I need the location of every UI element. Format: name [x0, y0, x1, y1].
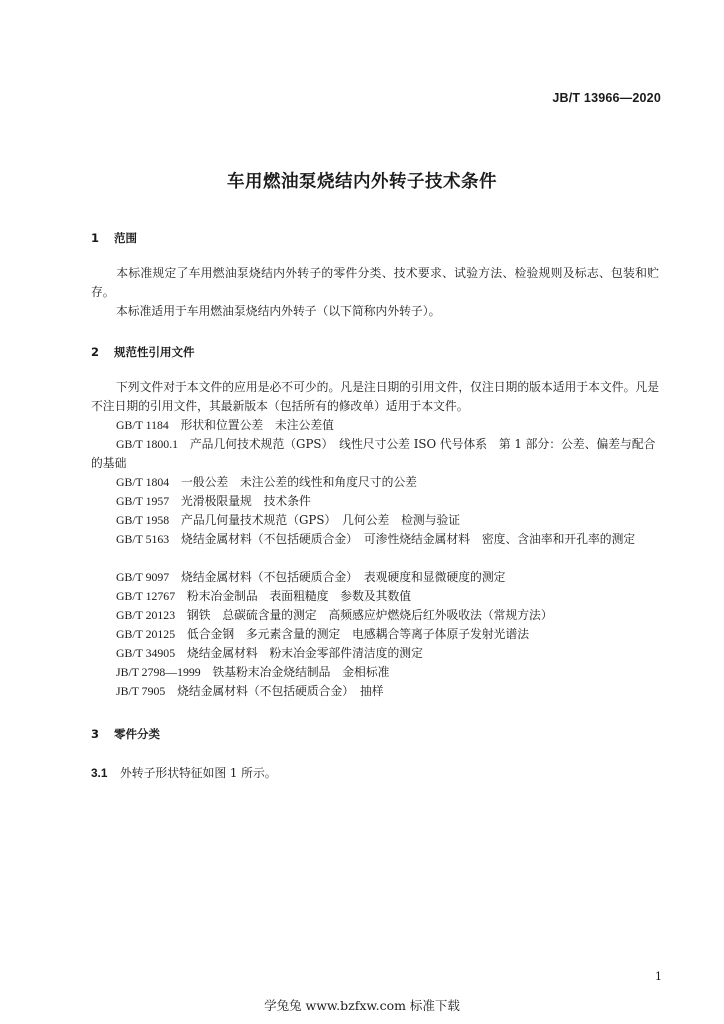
document-title: 车用燃油泵烧结内外转子技术条件	[227, 172, 497, 192]
section-number: 2	[91, 345, 100, 359]
reference-item	[91, 530, 663, 549]
reference-title: 产品几何量技术规范（GPS） 几何公差 检测与验证	[181, 513, 461, 527]
reference-code: GB/T 20123	[116, 608, 176, 622]
clause-number: 3.1	[91, 766, 108, 780]
section-number: 3	[91, 727, 100, 741]
reference-code: GB/T 1957	[116, 494, 170, 508]
reference-item	[91, 416, 663, 435]
reference-item	[91, 492, 663, 511]
footer-watermark: 学兔兔 www.bzfxw.com 标准下载	[264, 998, 460, 1013]
reference-title: 钢铁 总碳硫含量的测定 高频感应炉燃烧后红外吸收法（常规方法）	[186, 608, 553, 622]
section-2-heading	[91, 344, 195, 360]
reference-code: GB/T 1800.1	[116, 437, 179, 451]
section-1-heading	[91, 230, 137, 246]
reference-code: GB/T 1804	[116, 475, 170, 489]
reference-code: GB/T 12767	[116, 589, 176, 603]
reference-item	[91, 473, 663, 492]
scope-paragraph-1: 本标准规定了车用燃油泵烧结内外转子的零件分类、技术要求、试验方法、检验规则及标志、包装和贮存。	[91, 266, 659, 299]
clause-text: 外转子形状特征如图 1 所示。	[120, 766, 277, 780]
reference-title: 烧结金属材料 粉末冶金零部件清洁度的测定	[186, 646, 423, 660]
section-title: 规范性引用文件	[114, 345, 195, 359]
reference-item	[91, 682, 663, 701]
reference-title: 粉末冶金制品 表面粗糙度 参数及其数值	[186, 589, 412, 603]
section-title: 零件分类	[114, 727, 160, 741]
reference-code: JB/T 2798—1999	[116, 665, 201, 679]
section-number: 1	[91, 231, 100, 245]
reference-item	[91, 663, 663, 682]
reference-code: GB/T 5163	[116, 532, 170, 546]
section-title: 范围	[114, 231, 137, 245]
reference-item	[91, 625, 663, 644]
standard-code: JB/T 13966—2020	[552, 91, 661, 105]
reference-title: 光滑极限量规 技术条件	[181, 494, 311, 508]
reference-code: JB/T 7905	[116, 684, 166, 698]
reference-item	[91, 606, 663, 625]
reference-title: 烧结金属材料（不包括硬质合金） 抽样	[177, 684, 384, 698]
reference-title: 产品几何技术规范（GPS） 线性尺寸公差 ISO 代号体系 第 1 部分：公差、偏差与配合的基础	[91, 437, 656, 470]
reference-code: GB/T 1958	[116, 513, 170, 527]
reference-code: GB/T 9097	[116, 570, 170, 584]
reference-title: 低合金钢 多元素含量的测定 电感耦合等离子体原子发射光谱法	[186, 627, 530, 641]
reference-title: 烧结金属材料（不包括硬质合金） 表观硬度和显微硬度的测定	[181, 570, 506, 584]
page-number: 1	[655, 970, 662, 983]
normative-intro-paragraph: 下列文件对于本文件的应用是必不可少的。凡是注日期的引用文件，仅注日期的版本适用于本文件。凡是不注日期的引用文件，其最新版本（包括所有的修改单）适用于本文件。	[91, 380, 659, 413]
section-3-heading	[91, 726, 160, 742]
reference-code: GB/T 34905	[116, 646, 176, 660]
scope-paragraph-2: 本标准适用于车用燃油泵烧结内外转子（以下简称内外转子）。	[116, 304, 441, 318]
clause-3-1	[91, 764, 277, 781]
reference-item	[91, 435, 663, 473]
reference-title: 一般公差 未注公差的线性和角度尺寸的公差	[181, 475, 417, 489]
reference-title: 铁基粉末冶金烧结制品 金相标准	[212, 665, 390, 679]
reference-title: 烧结金属材料（不包括硬质合金） 可渗性烧结金属材料 密度、含油率和开孔率的测定	[181, 532, 636, 546]
reference-title: 形状和位置公差 未注公差值	[180, 418, 334, 432]
reference-code: GB/T 20125	[116, 627, 176, 641]
reference-item	[91, 511, 663, 530]
reference-item	[91, 644, 663, 663]
reference-code: GB/T 1184	[116, 418, 169, 432]
reference-item	[91, 568, 663, 587]
reference-item	[91, 587, 663, 606]
